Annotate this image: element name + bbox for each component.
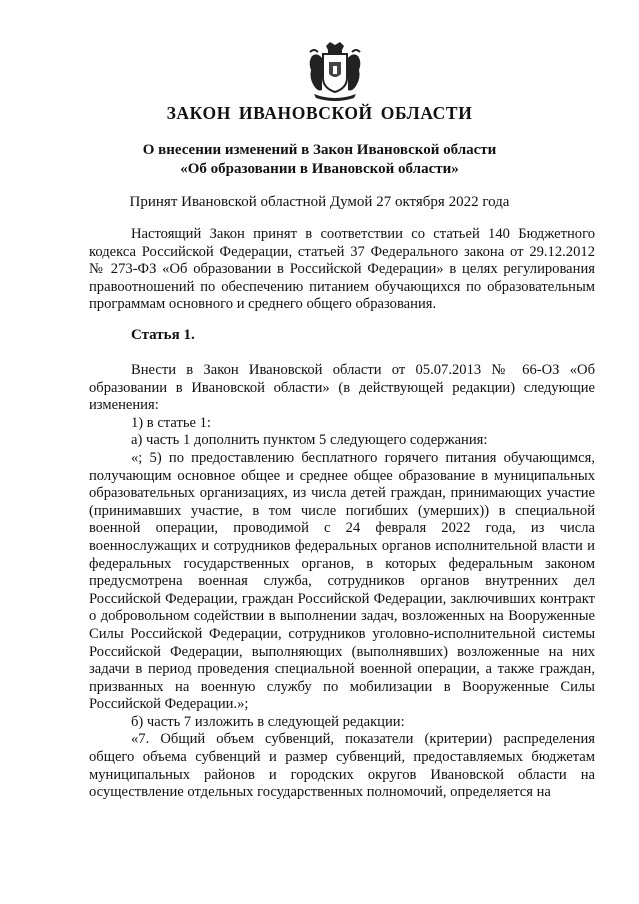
article-1-intro: Внести в Закон Ивановской области от 05.07.2013 № 66-ОЗ «Об образовании в Ивановской области» (в действующей редакции) следующие изменения: — [89, 362, 595, 414]
subtitle-line-1: О внесении изменений в Закон Ивановской области — [142, 142, 497, 158]
item-1a-text: «; 5) по предоставлению бесплатного горячего питания обучающимся, получающим основное общее и среднее общее образование в муниципальных образовательных организациях, из числа детей граждан, принимающих участие (принимавших участие, в том числе погибших (умерших)) в специальной военной операции, проводимой с 24 февраля 2022 года, из числа военнослужащих и сотрудников федеральных органов исполнительной власти и федеральных государственных органов, в которых федеральным законом предусмотрена военная служба, сотрудников органов внутренних дел Российской Федерации, граждан Российской Федерации, заключивших контракт о добровольном содействии в выполнении задач, возложенных на Вооруженные Силы Российской Федерации, сотрудников уголовно-исполнительной системы Российской Федерации, выполняющих (выполнявших) возложенные на них задачи в период проведения специальной военной операции, а также граждан, призванных на военную службу по мобилизации в Вооруженные Силы Российской Федерации.»; — [89, 449, 595, 713]
law-title: ЗАКОН ИВАНОВСКОЙ ОБЛАСТИ — [166, 103, 473, 123]
article-1-heading: Статья 1. — [131, 327, 195, 343]
article-1-body — [89, 362, 595, 802]
item-1a: а) часть 1 дополнить пунктом 5 следующего содержания: — [131, 432, 488, 449]
law-subtitle — [0, 141, 639, 179]
coat-of-arms-icon — [304, 40, 366, 104]
preamble-block — [89, 226, 595, 314]
item-1: 1) в статье 1: — [131, 414, 211, 431]
adoption-date: Принят Ивановской областной Думой 27 октября 2022 года — [129, 194, 510, 210]
item-1b: б) часть 7 изложить в следующей редакции: — [131, 713, 405, 730]
preamble-paragraph: Настоящий Закон принят в соответствии со статьей 140 Бюджетного кодекса Российской Федерации, статьей 37 Федерального закона от 29.12.2012 № 273-ФЗ «Об образовании в Российской Федерации» в целях регулирования правоотношений по обеспечению питанием обучающихся по образовательным программам основного и среднего общего образования. — [89, 226, 595, 313]
item-1b-text: «7. Общий объем субвенций, показатели (критерии) распределения общего объема субвенций и размер субвенций, предоставляемых бюджетам муниципальных районов и городских округов Ивановской области на осуществление отдельных государственных полномочий, определяется на — [89, 731, 595, 801]
subtitle-line-2: «Об образовании в Ивановской области» — [180, 161, 459, 177]
